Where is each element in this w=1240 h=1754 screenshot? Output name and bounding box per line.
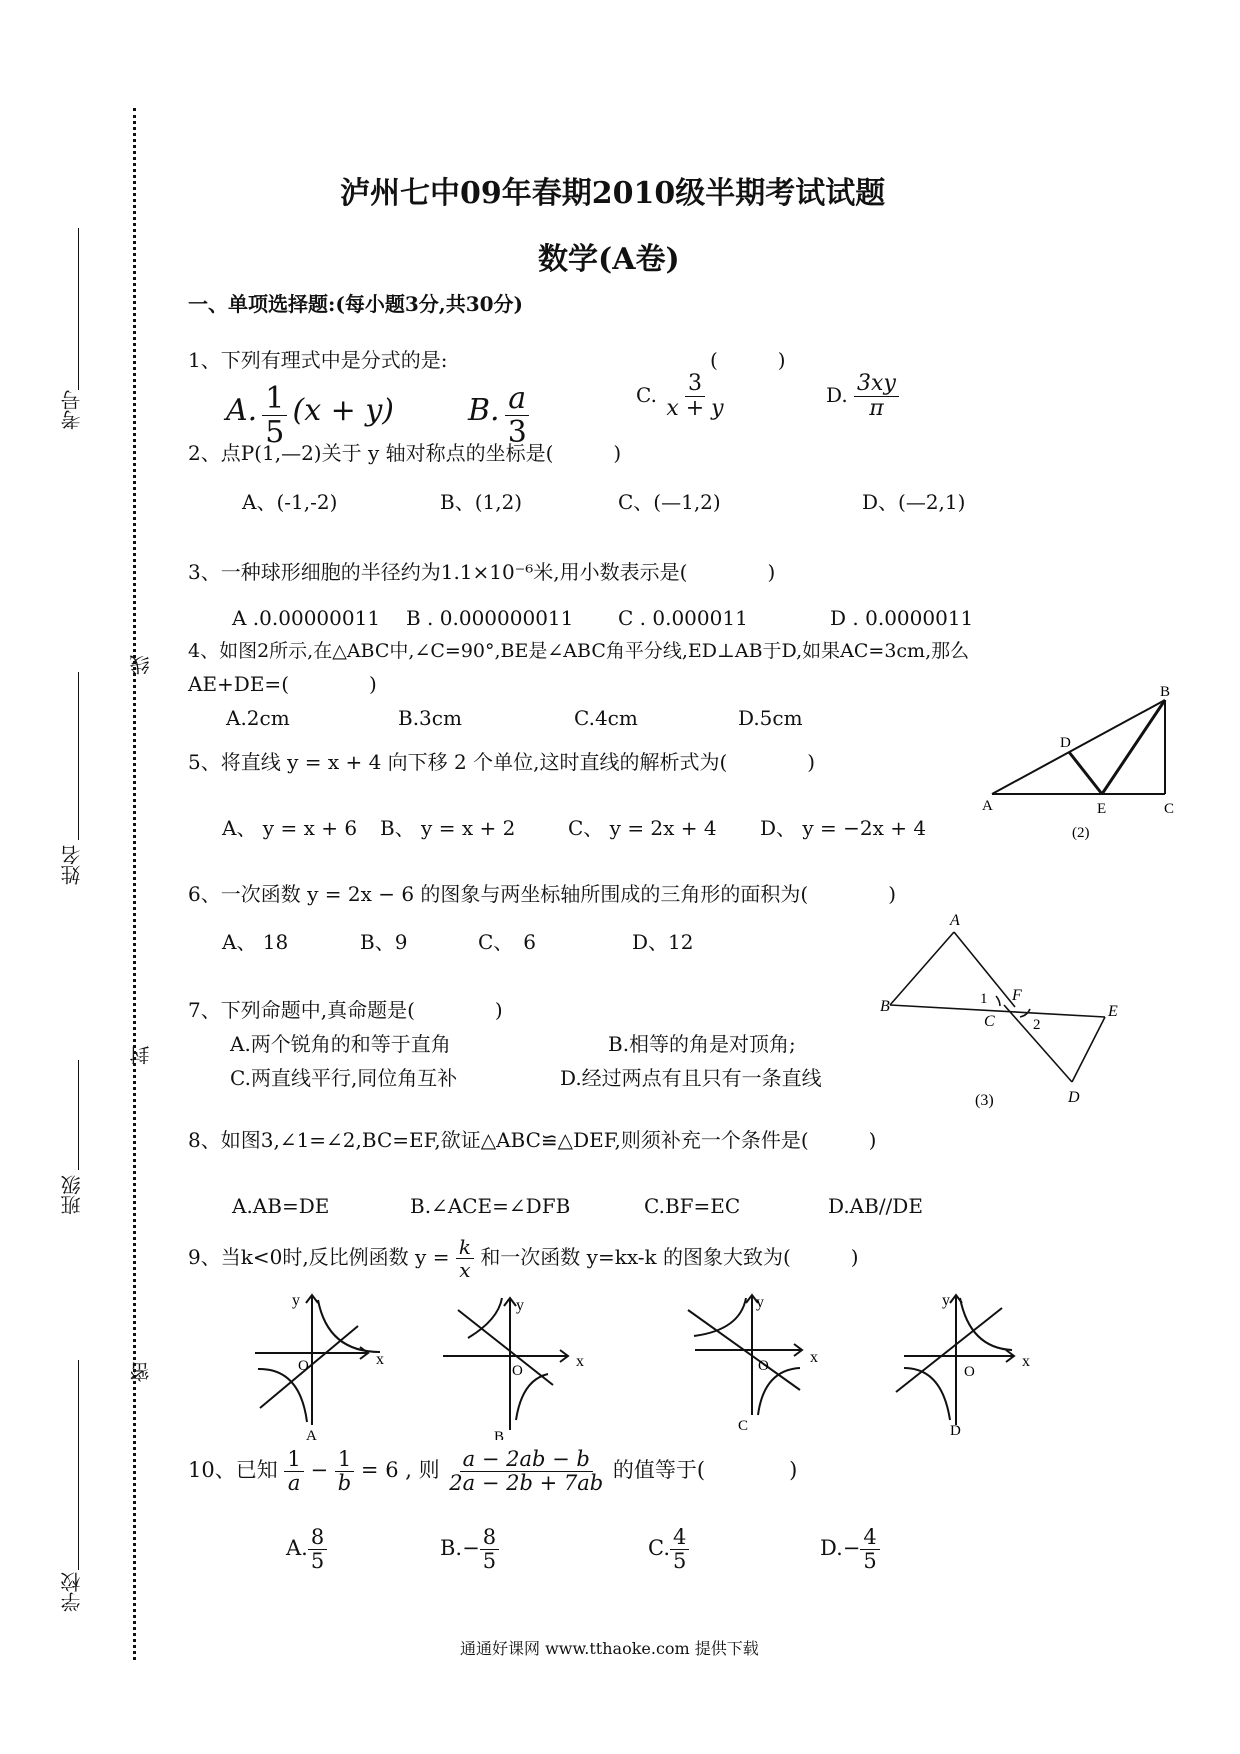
fig2-label-a: A <box>982 798 993 814</box>
q1-paren: ( ) <box>710 348 786 372</box>
q6-option-c: C、 6 <box>478 930 537 954</box>
fig3-label-f: F <box>1012 987 1022 1004</box>
q9c-branch-1 <box>694 1298 746 1336</box>
q9-graph-d <box>884 1290 1054 1440</box>
fig2-side-ab <box>992 700 1165 794</box>
q6-option-a: A、 18 <box>222 930 289 954</box>
q3-stem: 3、一种球形细胞的半径约为1.1×10⁻⁶米,用小数表示是( ) <box>188 560 776 584</box>
q7-option-b: B.相等的角是对顶角; <box>608 1032 796 1056</box>
q9a-line <box>260 1326 358 1408</box>
q2-option-b: B、(1,2) <box>440 490 523 514</box>
q4-option-c: C.4cm <box>574 706 638 730</box>
q7-stem: 7、下列命题中,真命题是( ) <box>188 998 503 1022</box>
q6-stem: 6、一次函数 y = 2x − 6 的图象与两坐标轴所围成的三角形的面积为( ) <box>188 882 897 906</box>
q9a-label: A <box>306 1428 317 1440</box>
q9c-label: C <box>738 1418 749 1434</box>
q9d-line <box>896 1308 1002 1392</box>
q2-stem: 2、点P(1,—2)关于 y 轴对称点的坐标是( ) <box>188 441 622 465</box>
q5-option-b: B、 y = x + 2 <box>380 816 516 840</box>
q7-option-a: A.两个锐角的和等于直角 <box>230 1032 451 1056</box>
q2-option-d: D、(—2,1) <box>862 490 966 514</box>
q5-option-a: A、 y = x + 6 <box>222 816 358 840</box>
q9b-label: B <box>494 1429 505 1440</box>
q5-option-c: C、 y = 2x + 4 <box>568 816 717 840</box>
q5-stem: 5、将直线 y = x + 4 向下移 2 个单位,这时直线的解析式为( ) <box>188 750 816 774</box>
q3-option-d: D . 0.0000011 <box>830 606 974 630</box>
q8-option-b: B.∠ACE=∠DFB <box>410 1194 571 1218</box>
q10-option-b: B.− $\frac{8}{5}$ <box>440 1526 499 1573</box>
q9-stem: 9、当k<0时,反比例函数 y = $\frac{k}{x}$ 和一次函数 y=kx-k 的图象大致为( ) <box>188 1235 859 1282</box>
fig3-caption: (3) <box>975 1092 994 1109</box>
q9b-y-label: y <box>516 1297 524 1314</box>
q2-option-c: C、(—1,2) <box>618 490 721 514</box>
binding-dotted-line <box>133 108 136 1660</box>
section-heading: 一、单项选择题:(每小题3分,共30分) <box>188 292 524 316</box>
q10-stem: 10、已知 $\frac{1}{a}$ − $\frac{1}{b}$ = 6 , 则 $\frac{a - 2ab - b}{2a - 2b + 7ab}$ 的值等于( ) <box>188 1447 798 1496</box>
fig2-caption: (2) <box>1072 825 1090 840</box>
fig2-label-e: E <box>1097 801 1107 817</box>
banji-line <box>78 1060 79 1170</box>
q9d-y-label: y <box>942 1292 950 1309</box>
page-footer: 通通好课网 www.tthaoke.com 提供下载 <box>460 1639 759 1658</box>
xingming-line <box>78 672 79 840</box>
q9a-branch-2 <box>258 1369 307 1422</box>
q4-stem-line1: 4、如图2所示,在△ABC中,∠C=90°,BE是∠ABC角平分线,ED⊥AB于D,如果AC=3cm,那么 <box>188 640 970 662</box>
q9c-y-label: y <box>756 1294 764 1311</box>
q4-stem-line2: AE+DE=( ) <box>188 672 377 696</box>
q9b-line <box>458 1310 553 1385</box>
xuexiao-line <box>78 1360 79 1570</box>
q8-option-d: D.AB//DE <box>828 1194 923 1218</box>
figure-2 <box>980 680 1180 840</box>
exam-title: 泸州七中09年春期2010级半期考试试题 <box>340 176 886 211</box>
kaohao-label: 考号 <box>60 390 84 430</box>
q1-option-a: A. $\frac{1}{5}$ (x + y) <box>226 381 394 450</box>
q8-option-c: C.BF=EC <box>644 1194 741 1218</box>
q9a-branch-1 <box>318 1300 380 1352</box>
fig3-side-de <box>1072 1017 1105 1082</box>
q8-option-a: A.AB=DE <box>232 1194 330 1218</box>
banji-label: 班级 <box>60 1175 84 1215</box>
fig3-side-ab <box>890 932 954 1005</box>
q5-option-d: D、 y = −2x + 4 <box>760 816 927 840</box>
fig2-label-d: D <box>1060 735 1071 751</box>
q9c-origin: O <box>758 1358 769 1374</box>
fig3-label-d: D <box>1068 1089 1080 1106</box>
q9d-x-label: x <box>1022 1353 1030 1370</box>
q10-option-a: A. $\frac{8}{5}$ <box>286 1526 327 1573</box>
fig3-line-be <box>890 1005 1105 1017</box>
q9-graph-b <box>428 1290 598 1440</box>
q9d-origin: O <box>964 1364 975 1380</box>
q10-option-d: D.− $\frac{4}{5}$ <box>820 1526 880 1573</box>
fig3-label-b: B <box>880 998 890 1015</box>
fig3-angle-1-arc <box>996 996 1000 1006</box>
feng-mark: 封 <box>129 1045 153 1065</box>
q9d-label: D <box>950 1423 961 1439</box>
q3-option-c: C . 0.000011 <box>618 606 748 630</box>
mi-mark: 密 <box>129 1362 153 1382</box>
q9b-origin: O <box>512 1363 523 1379</box>
q3-option-b: B . 0.000000011 <box>406 606 574 630</box>
q7-option-c: C.两直线平行,同位角互补 <box>230 1066 458 1090</box>
q9-graph-a <box>240 1290 410 1440</box>
kaohao-line <box>78 228 79 390</box>
figure-3 <box>880 905 1130 1115</box>
q1-option-c: C. $\frac{3}{x + y}$ <box>636 371 724 422</box>
q3-option-a: A .0.00000011 <box>232 606 381 630</box>
fig3-angle-2: 2 <box>1033 1017 1041 1033</box>
q4-option-a: A.2cm <box>226 706 290 730</box>
q9a-y-label: y <box>292 1292 300 1309</box>
exam-subtitle: 数学(A卷) <box>538 242 680 277</box>
q6-option-b: B、9 <box>360 930 408 954</box>
xingming-label: 姓名 <box>60 845 84 885</box>
q1-option-d: D. $\frac{3xy}{\pi}$ <box>826 372 899 421</box>
q10-option-c: C. $\frac{4}{5}$ <box>648 1526 689 1573</box>
fig3-label-c: C <box>984 1013 995 1030</box>
q9a-origin: O <box>298 1358 309 1374</box>
q2-option-a: A、(-1,-2) <box>242 490 338 514</box>
q7-option-d: D.经过两点有且只有一条直线 <box>560 1066 822 1090</box>
fig3-label-a: A <box>950 912 960 929</box>
q4-option-b: B.3cm <box>398 706 462 730</box>
xian-mark: 线 <box>129 655 153 675</box>
q1-option-b: B. $\frac{a}{3}$ <box>468 382 530 449</box>
q9c-x-label: x <box>810 1349 818 1366</box>
fig2-segment-be <box>1102 700 1165 794</box>
q9-graph-c <box>680 1290 850 1440</box>
q4-option-d: D.5cm <box>738 706 803 730</box>
q6-option-d: D、12 <box>632 930 694 954</box>
q9d-branch-2 <box>904 1368 950 1420</box>
q8-stem: 8、如图3,∠1=∠2,BC=EF,欲证△ABC≌△DEF,则须补充一个条件是( ) <box>188 1128 877 1152</box>
q9c-branch-2 <box>758 1368 800 1415</box>
q9b-x-label: x <box>576 1353 584 1370</box>
fig3-label-e: E <box>1108 1003 1118 1020</box>
fig3-angle-1: 1 <box>980 991 988 1007</box>
q1-stem: 1、下列有理式中是分式的是: <box>188 348 448 372</box>
fig2-label-b: B <box>1160 684 1171 700</box>
xuexiao-label: 学校 <box>60 1572 84 1612</box>
q9b-branch-2 <box>516 1374 548 1420</box>
fig2-segment-de <box>1069 752 1102 794</box>
q9a-x-label: x <box>376 1351 384 1368</box>
fig2-label-c: C <box>1164 801 1175 817</box>
q9d-branch-1 <box>960 1298 1012 1350</box>
